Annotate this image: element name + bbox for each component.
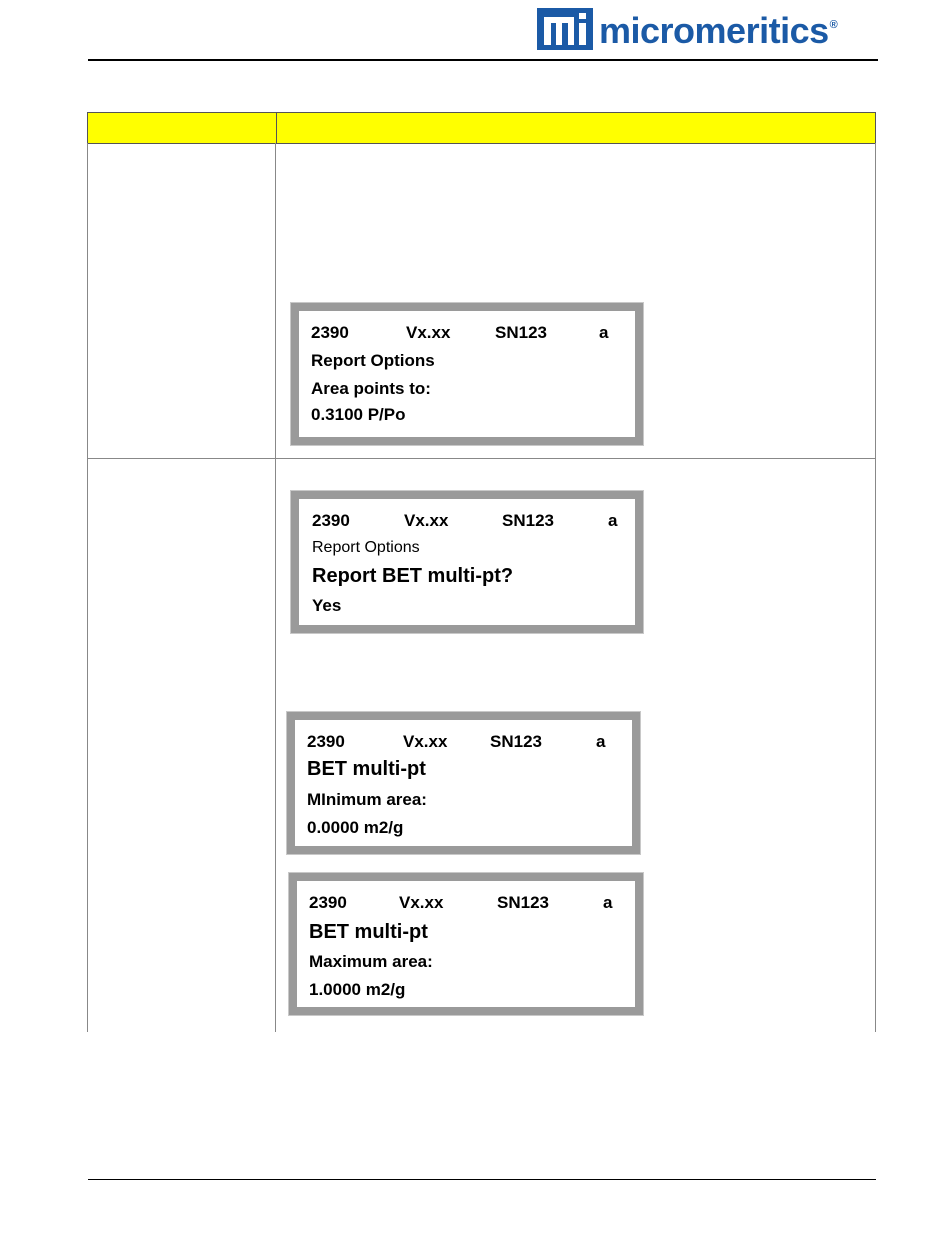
lcd-model: 2390 — [312, 511, 350, 530]
header-rule — [88, 59, 878, 61]
lcd-screen — [291, 491, 643, 633]
lcd-version: Vx.xx — [403, 732, 448, 751]
lcd-model: 2390 — [309, 893, 347, 912]
table-left-border — [87, 143, 88, 1032]
lcd-status: a — [608, 511, 618, 530]
lcd-status: a — [599, 323, 609, 342]
lcd-line-4: 0.0000 m2/g — [307, 818, 404, 837]
header-column-divider — [276, 113, 277, 143]
table-right-border — [875, 143, 876, 1032]
lcd-line-3: Report BET multi-pt? — [312, 565, 514, 587]
lcd-screen — [291, 303, 643, 445]
micromeritics-logo — [537, 8, 837, 50]
lcd-serial: SN123 — [502, 511, 554, 530]
lcd-line-2: BET multi-pt — [307, 758, 426, 780]
lcd-line-4: 1.0000 m2/g — [309, 980, 406, 999]
lcd-serial: SN123 — [490, 732, 542, 751]
lcd-line-3: MInimum area: — [307, 790, 427, 809]
lcd-line-3: Maximum area: — [309, 952, 433, 971]
lcd-screen — [287, 712, 640, 854]
lcd-model: 2390 — [311, 323, 349, 342]
lcd-model: 2390 — [307, 732, 345, 751]
lcd-line-3: Area points to: — [311, 379, 431, 398]
table-row-divider — [87, 458, 876, 459]
lcd-screen — [289, 873, 643, 1015]
logo-text: micromeritics® — [599, 10, 838, 51]
lcd-line-4: 0.3100 P/Po — [311, 405, 406, 424]
table-header-row — [87, 112, 876, 144]
registered-mark: ® — [829, 19, 838, 31]
lcd-line-2: Report Options — [312, 539, 420, 556]
table-column-divider — [275, 143, 276, 1032]
lcd-version: Vx.xx — [404, 511, 449, 530]
lcd-line-2: Report Options — [311, 351, 435, 370]
footer-rule — [88, 1179, 876, 1180]
lcd-line-4: Yes — [312, 596, 342, 615]
lcd-line-2: BET multi-pt — [309, 921, 428, 943]
lcd-serial: SN123 — [495, 323, 547, 342]
lcd-status: a — [603, 893, 613, 912]
lcd-serial: SN123 — [497, 893, 549, 912]
logo-mark-icon — [537, 8, 593, 50]
lcd-version: Vx.xx — [406, 323, 451, 342]
lcd-version: Vx.xx — [399, 893, 444, 912]
lcd-status: a — [596, 732, 606, 751]
